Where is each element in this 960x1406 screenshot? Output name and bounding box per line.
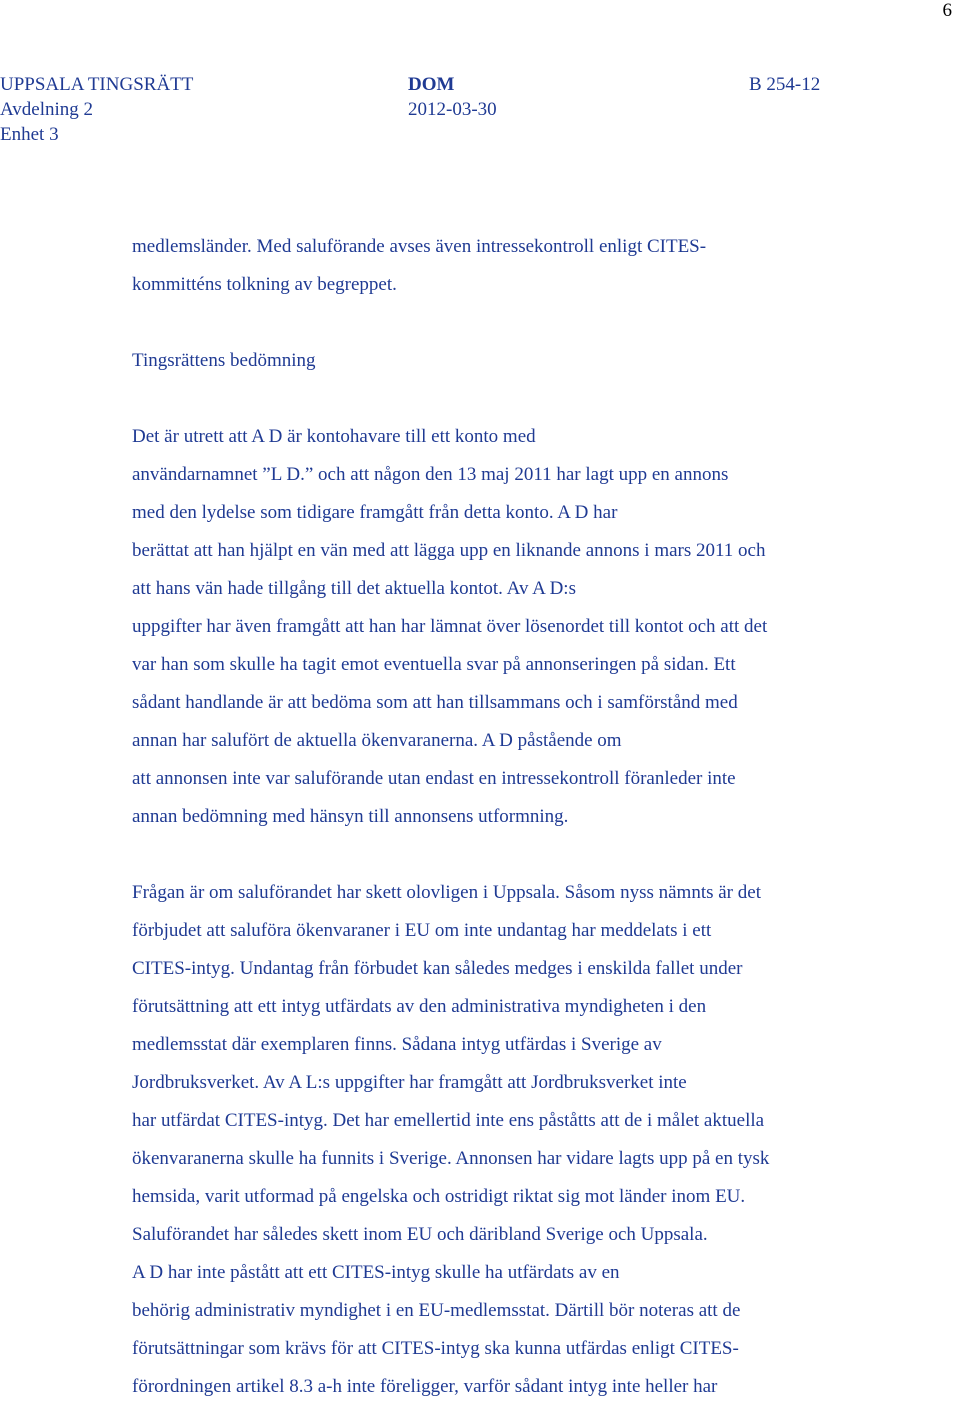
text-line: annan har salufört de aktuella ökenvaranerna. A D påstående om xyxy=(132,730,622,751)
court-unit: Enhet 3 xyxy=(0,124,59,145)
case-number: B 254-12 xyxy=(749,74,821,95)
text-line: hemsida, varit utformad på engelska och ostridigt riktat sig mot länder inom EU. xyxy=(132,1186,746,1207)
court-name: UPPSALA TINGSRÄTT xyxy=(0,74,194,95)
text-line: medlemsländer. Med saluförande avses även intressekontroll enligt CITES- xyxy=(132,236,707,257)
text-line: behörig administrativ myndighet i en EU-medlemsstat. Därtill bör noteras att de xyxy=(132,1300,741,1321)
text-line: har utfärdat CITES-intyg. Det har emellertid inte ens påståtts att de i målet aktuella xyxy=(132,1110,765,1131)
text-line xyxy=(132,304,892,342)
text-line: annan bedömning med hänsyn till annonsens utformning. xyxy=(132,806,569,827)
text-line: förutsättningar som krävs för att CITES-intyg ska kunna utfärdas enligt CITES- xyxy=(132,1338,739,1359)
document-date: 2012-03-30 xyxy=(408,99,497,120)
text-line: förordningen artikel 8.3 a-h inte föreligger, varför sådant intyg inte heller har xyxy=(132,1376,718,1397)
text-line: med den lydelse som tidigare framgått från detta konto. A D har xyxy=(132,502,618,523)
document-type: DOM xyxy=(408,74,455,95)
text-line: förutsättning att ett intyg utfärdats av den administrativa myndigheten i den xyxy=(132,996,707,1017)
text-line: CITES-intyg. Undantag från förbudet kan således medges i enskilda fallet under xyxy=(132,958,743,979)
text-line: Frågan är om saluförandet har skett olovligen i Uppsala. Såsom nyss nämnts är det xyxy=(132,882,761,903)
court-block xyxy=(0,72,193,147)
text-line xyxy=(132,836,892,874)
page-number: 6 xyxy=(942,0,952,21)
court-division: Avdelning 2 xyxy=(0,99,94,120)
text-line xyxy=(132,380,892,418)
text-line: sådant handlande är att bedöma som att han tillsammans och i samförstånd med xyxy=(132,692,738,713)
text-line: användarnamnet ”L D.” och att någon den 13 maj 2011 har lagt upp en annons xyxy=(132,464,729,485)
text-line: att annonsen inte var saluförande utan endast en intressekontroll föranleder inte xyxy=(132,768,736,789)
text-line: förbjudet att saluföra ökenvaraner i EU om inte undantag har meddelats i ett xyxy=(132,920,712,941)
text-line: Det är utrett att A D är kontohavare till ett konto med xyxy=(132,426,536,447)
text-line: var han som skulle ha tagit emot eventuella svar på annonseringen på sidan. Ett xyxy=(132,654,736,675)
text-line: Saluförandet har således skett inom EU och däribland Sverige och Uppsala. xyxy=(132,1224,708,1245)
text-line: kommitténs tolkning av begreppet. xyxy=(132,274,397,295)
text-line: ökenvaranerna skulle ha funnits i Sverige. Annonsen har vidare lagts upp på en tysk xyxy=(132,1148,770,1169)
text-line: uppgifter har även framgått att han har lämnat över lösenordet till kontot och att det xyxy=(132,616,768,637)
section-heading: Tingsrättens bedömning xyxy=(132,350,316,371)
document-body xyxy=(132,228,892,1406)
text-line: berättat att han hjälpt en vän med att lägga upp en liknande annons i mars 2011 och xyxy=(132,540,766,561)
document-type-block xyxy=(408,72,497,122)
text-line: att hans vän hade tillgång till det aktuella kontot. Av A D:s xyxy=(132,578,576,599)
text-line: Jordbruksverket. Av A L:s uppgifter har framgått att Jordbruksverket inte xyxy=(132,1072,687,1093)
text-line: medlemsstat där exemplaren finns. Sådana intyg utfärdas i Sverige av xyxy=(132,1034,662,1055)
text-line: A D har inte påstått att ett CITES-intyg skulle ha utfärdats av en xyxy=(132,1262,620,1283)
